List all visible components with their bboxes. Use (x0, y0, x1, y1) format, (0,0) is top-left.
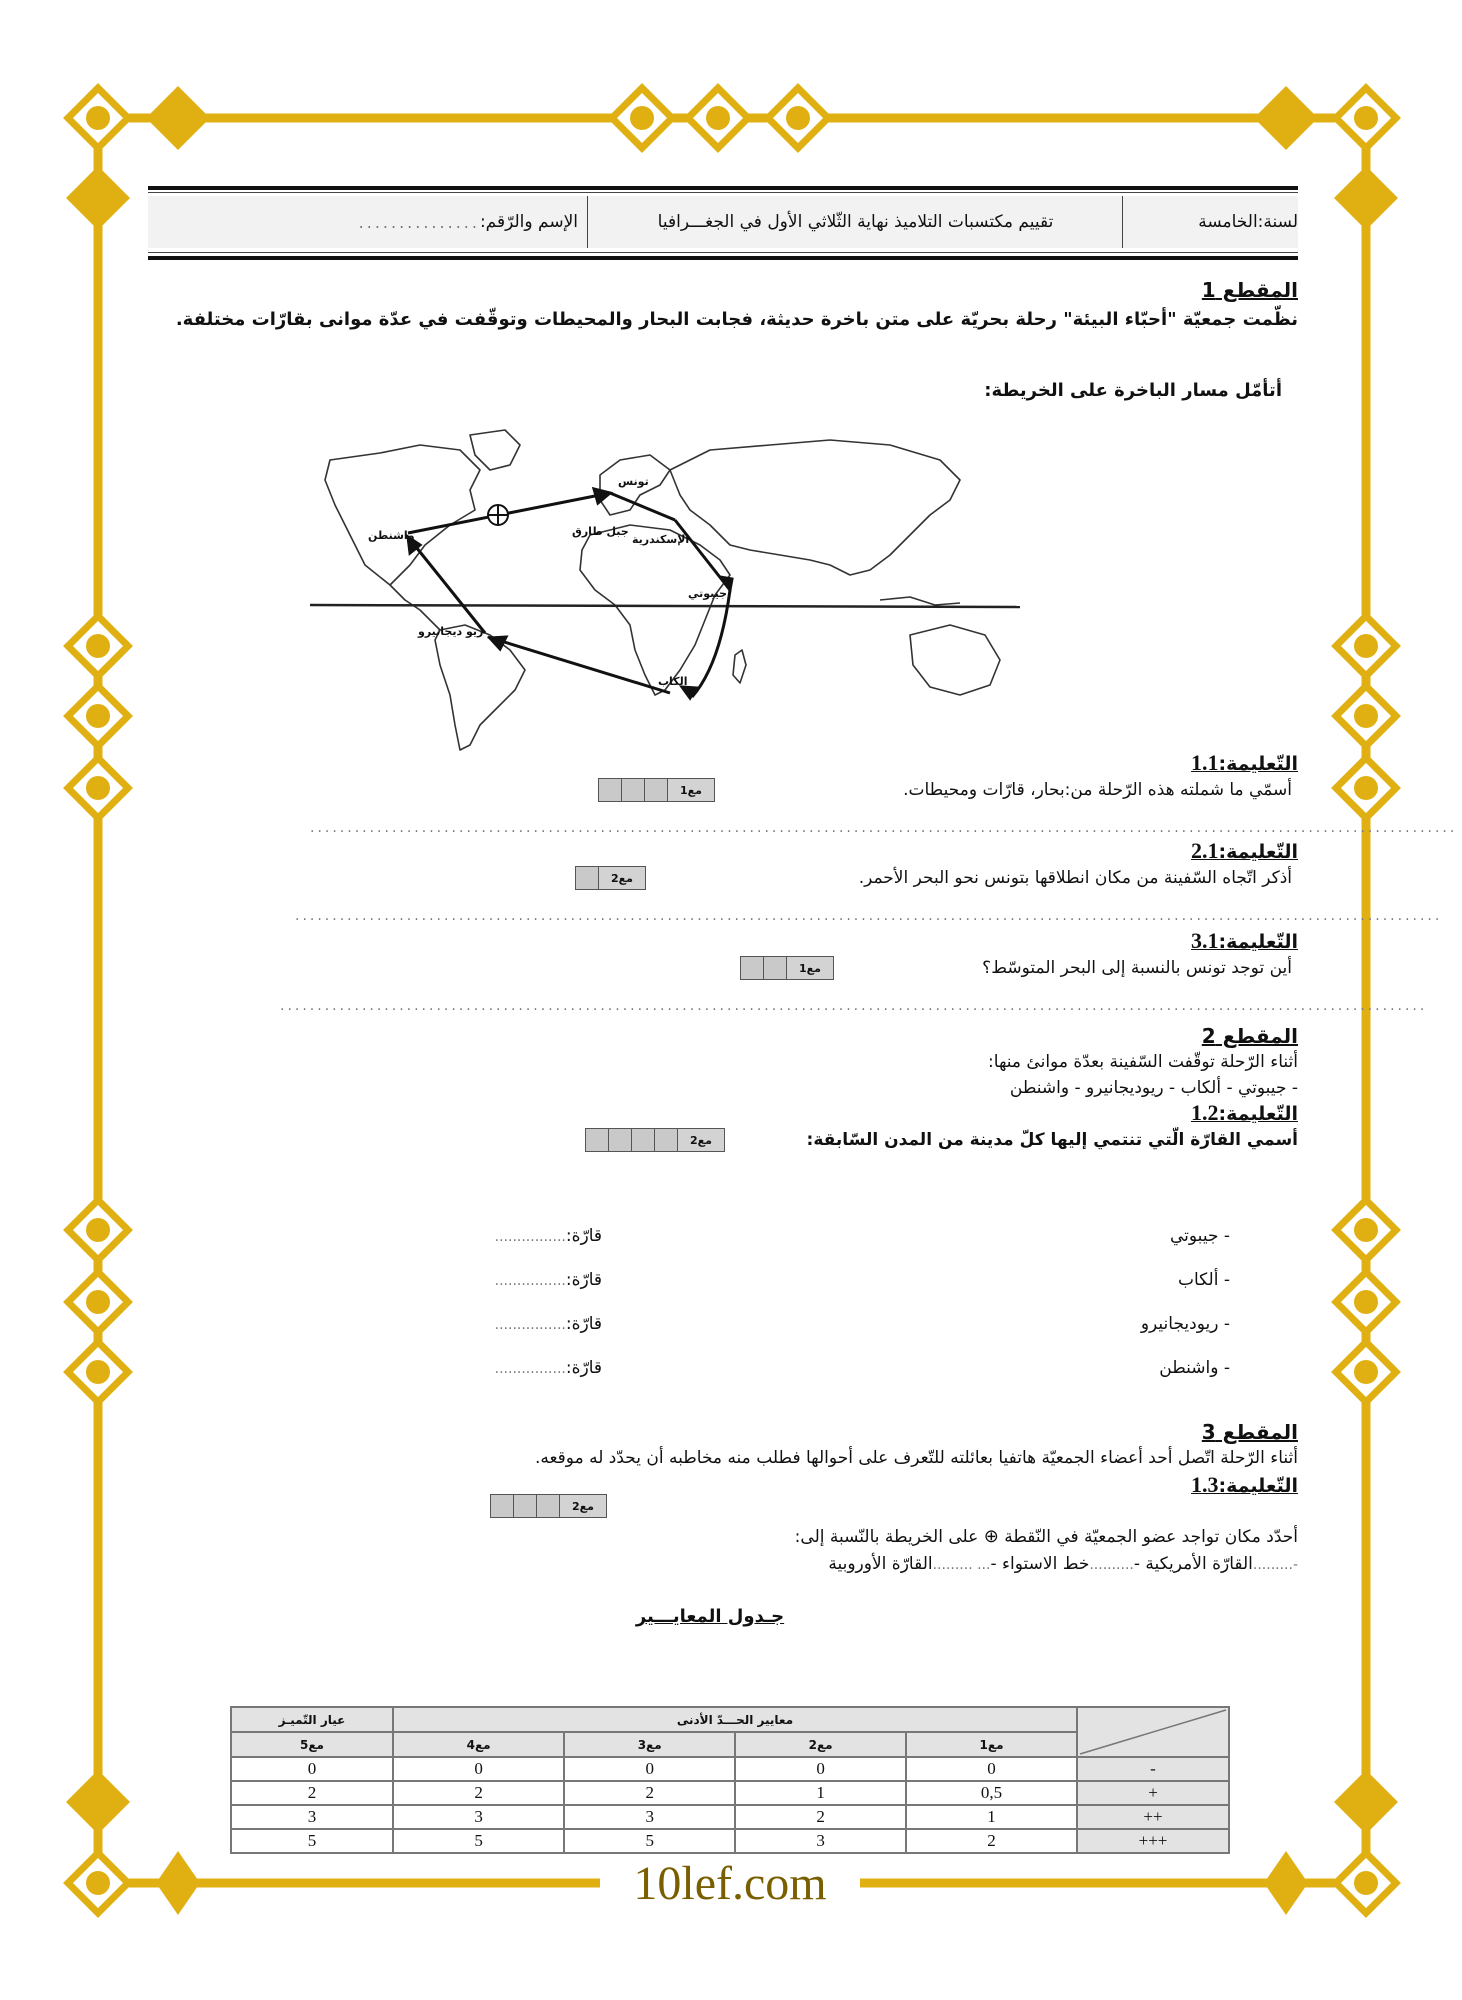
ornament-solid-diamond-icon (1334, 1770, 1398, 1834)
diagonal-line (1078, 1708, 1228, 1756)
map-label-alexandria: الإسكندرية (632, 533, 690, 546)
table-row (231, 1805, 1229, 1829)
left-ornament-group-1 (68, 616, 128, 818)
score-cell: 2 (735, 1805, 906, 1829)
equator-line (310, 605, 1020, 607)
continent-field[interactable]: قارّة:................ (494, 1270, 602, 1290)
column-header: مع4 (393, 1732, 564, 1757)
city-name: - ريوديجانيرو (1140, 1314, 1230, 1334)
level-cell: + (1077, 1781, 1229, 1805)
table-row (231, 1757, 1229, 1781)
score-cell: 0 (393, 1757, 564, 1781)
arrow-head-icon (490, 637, 506, 649)
ornament-solid-diamond-icon (66, 166, 130, 230)
continent-field[interactable]: قارّة:................ (494, 1314, 602, 1334)
task-1-3-title: التّعليمة:1.3 (1191, 1472, 1298, 1497)
ornament-solid-diamond-icon (1254, 86, 1318, 150)
score-cell: 2 (231, 1781, 393, 1805)
column-header: مع1 (906, 1732, 1077, 1757)
right-ornament-group-1 (1336, 616, 1396, 818)
ornament-solid-diamond-icon (146, 86, 210, 150)
column-header: مع5 (231, 1732, 393, 1757)
map-label-gibraltar: جبل طارق (572, 525, 629, 538)
grade-box-task-1-1: مع1 (598, 778, 715, 802)
criteria-title: جـدول المعايـــير (635, 1606, 785, 1627)
ornament-diamond-dot-icon (1336, 686, 1396, 746)
answer-line[interactable]: .......................................................................................................................................................... (295, 908, 1443, 924)
corner-cell (1077, 1707, 1229, 1757)
map-label-washington: واشنطن (368, 529, 415, 542)
grade-box-task-3-1: مع1 (740, 956, 834, 980)
task-1-3-question: أحدّد مكان تواجد عضو الجمعيّة في النّقطة ⊕ على الخريطة بالنّسبة إلى: (794, 1526, 1298, 1547)
city-name: - جيبوتي (1170, 1226, 1230, 1246)
ornament-solid-diamond-icon (66, 1770, 130, 1834)
route-mediterranean (610, 493, 675, 520)
africa-outline (580, 525, 730, 695)
score-cell: 0,5 (906, 1781, 1077, 1805)
score-cell: 1 (735, 1781, 906, 1805)
task-3-1-title: التّعليمة:3.1 (1191, 928, 1298, 953)
ornament-diamond-dot-icon (68, 1272, 128, 1332)
score-cell: 2 (564, 1781, 735, 1805)
score-cell: 2 (906, 1829, 1077, 1853)
section-2-text-2: - جيبوتي - ألكاب - ريوديجانيرو - واشنطن (1009, 1078, 1298, 1098)
ornament-diamond-dot-icon (68, 616, 128, 676)
task-1-1-title: التّعليمة:1.1 (1191, 750, 1298, 775)
city-name: - ألكاب (1177, 1270, 1230, 1290)
top-ornament-group (612, 88, 828, 148)
criteria-table (230, 1706, 1230, 1854)
answer-line[interactable]: .......................................................................................................................................................... (280, 998, 1428, 1014)
arrow-head-icon (594, 489, 610, 503)
score-cell: 1 (906, 1805, 1077, 1829)
left-ornament-group-2 (68, 1200, 128, 1402)
name-dots: ............... (358, 212, 480, 232)
city-name: - واشنطن (1159, 1358, 1230, 1378)
grade-box-task-1-3: مع2 (490, 1494, 607, 1518)
ornament-diamond-dot-icon (1336, 1853, 1396, 1913)
north-america-outline (325, 445, 480, 585)
task-1-2-question: أسمي القارّة الّتي تنتمي إليها كلّ مدينة من المدن السّابقة: (806, 1130, 1298, 1150)
exam-header (148, 186, 1298, 268)
criteria-header-row (231, 1707, 1229, 1732)
ornament-diamond-dot-icon (612, 88, 672, 148)
score-cell: 0 (564, 1757, 735, 1781)
column-header: مع2 (735, 1732, 906, 1757)
madagascar-outline (733, 650, 746, 683)
circled-plus-icon: ⊕ (983, 1526, 999, 1547)
score-cell: 5 (231, 1829, 393, 1853)
ornament-diamond-dot-icon (68, 1200, 128, 1260)
position-answer-line[interactable]: -.........القارّة الأمريكية -..........خط الاستواء -... .........القارّة الأوروبية (828, 1554, 1298, 1574)
table-row (231, 1781, 1229, 1805)
ornament-diamond-dot-icon (1336, 88, 1396, 148)
name-field[interactable] (148, 196, 578, 248)
column-header: مع3 (564, 1732, 735, 1757)
task-2-1-question: أذكر اتّجاه السّفينة من مكان انطلاقها بتونس نحو البحر الأحمر. (858, 868, 1292, 888)
grade-box-task-2-1: مع2 (575, 866, 646, 890)
level-cell: - (1077, 1757, 1229, 1781)
score-cell: 5 (393, 1829, 564, 1853)
ornament-solid-diamond-icon (156, 1851, 200, 1915)
task-3-1-question: أين توجد تونس بالنسبة إلى البحر المتوسّط؟ (982, 958, 1292, 978)
score-cell: 0 (735, 1757, 906, 1781)
min-criteria-header: معايير الحـــدّ الأدنى (393, 1707, 1077, 1732)
continent-field[interactable]: قارّة:................ (494, 1226, 602, 1246)
map-label-tunis: تونس (618, 475, 649, 488)
ornament-solid-diamond-icon (1334, 166, 1398, 230)
section-1-title: المقطع 1 (1201, 278, 1298, 302)
route-cape-to-rio (488, 637, 670, 693)
watermark: 10lef.com (633, 1857, 827, 1910)
section-3-title: المقطع 3 (1201, 1420, 1298, 1444)
ornament-diamond-dot-icon (1336, 1200, 1396, 1260)
route-rio-to-washington (408, 537, 485, 633)
score-cell: 3 (231, 1805, 393, 1829)
task-1-1-question: أسمّي ما شملته هذه الرّحلة من:بحار، قارّات ومحيطات. (903, 780, 1292, 800)
central-america-outline (390, 585, 440, 630)
grade-level: لسنة:الخامسة (1198, 212, 1298, 232)
ornament-diamond-dot-icon (68, 758, 128, 818)
excellence-header: عيار التّميـز (231, 1707, 393, 1732)
ornament-diamond-dot-icon (68, 1853, 128, 1913)
ornament-diamond-dot-icon (688, 88, 748, 148)
name-label: الإسم والرّقم: (479, 212, 578, 232)
circled-plus-icon (488, 505, 508, 525)
ornament-diamond-dot-icon (1336, 616, 1396, 676)
score-cell: 0 (906, 1757, 1077, 1781)
score-cell: 3 (564, 1805, 735, 1829)
task-1-2-title: التّعليمة:1.2 (1191, 1100, 1298, 1125)
score-cell: 2 (393, 1781, 564, 1805)
exam-title: تقييم مكتسبات التلاميذ نهاية الثّلاثي الأول في الجغـــرافيا (657, 212, 1054, 232)
score-cell: 5 (564, 1829, 735, 1853)
australia-outline (910, 625, 1000, 695)
map-label-rio: ريو ديجانيرو (418, 625, 484, 638)
ornament-diamond-dot-icon (1336, 1342, 1396, 1402)
map-label-djibouti: جيبوتي (688, 587, 728, 600)
section-2-text-1: أثناء الرّحلة توقّفت السّفينة بعدّة موانئ منها: (988, 1052, 1298, 1072)
ornament-diamond-dot-icon (68, 88, 128, 148)
task-2-1-title: التّعليمة:2.1 (1191, 838, 1298, 863)
grade-box-task-1-2: مع2 (585, 1128, 725, 1152)
ornament-solid-diamond-icon (1264, 1851, 1308, 1915)
ornament-diamond-dot-icon (68, 1342, 128, 1402)
ornament-diamond-dot-icon (768, 88, 828, 148)
section-3-text: أثناء الرّحلة اتّصل أحد أعضاء الجمعيّة هاتفيا بعائلته للتّعرف على أحوالها فطلب منه مخاطبه أن يحدّد له موقعه. (534, 1448, 1298, 1468)
right-ornament-group-2 (1336, 1200, 1396, 1402)
greenland-outline (470, 430, 520, 470)
score-cell: 3 (393, 1805, 564, 1829)
section-2-title: المقطع 2 (1201, 1024, 1298, 1048)
ornament-diamond-dot-icon (1336, 758, 1396, 818)
continent-field[interactable]: قارّة:................ (494, 1358, 602, 1378)
level-cell: +++ (1077, 1829, 1229, 1853)
table-row (231, 1829, 1229, 1853)
section-1-text: نظّمت جمعيّة "أحبّاء البيئة" رحلة بحريّة على متن باخرة حديثة، فجابت البحار والمحيطات وتوقّفت في عدّة موانى بقارّات مختلفة. (175, 309, 1298, 330)
ornament-diamond-dot-icon (1336, 1272, 1396, 1332)
score-cell: 3 (735, 1829, 906, 1853)
ornament-diamond-dot-icon (68, 686, 128, 746)
world-map (310, 425, 1020, 755)
map-label-cape: الكاب (658, 675, 688, 688)
map-instruction: أتأمّل مسار الباخرة على الخريطة: (984, 380, 1282, 401)
score-cell: 0 (231, 1757, 393, 1781)
level-cell: ++ (1077, 1805, 1229, 1829)
indonesia-outline (880, 597, 960, 605)
answer-line[interactable]: .......................................................................................................................................................... (310, 820, 1458, 836)
